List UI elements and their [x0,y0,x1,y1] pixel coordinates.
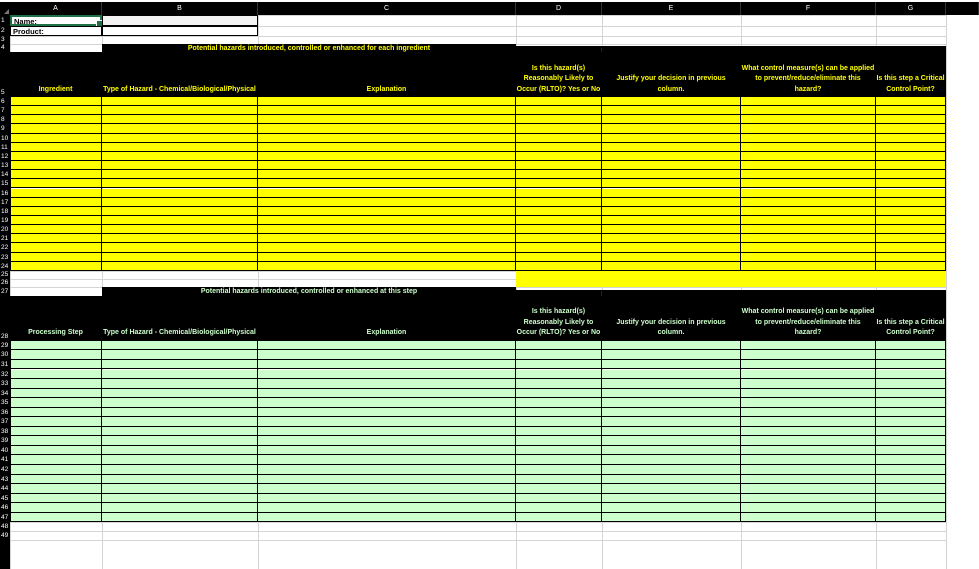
column-heading-6 [741,52,876,97]
row-header-24[interactable]: 24 [1,262,9,270]
product-label-cell[interactable]: Product: [10,26,102,36]
row-header-5[interactable]: 5 [1,89,5,96]
ingredient-row[interactable] [10,97,946,106]
column-heading-text: What control measure(s) can be applied to prevent/reduce/eliminate this hazard? [741,64,875,93]
column-heading-4 [516,48,602,97]
row-header-31[interactable]: 31 [1,360,9,368]
grid-row-line [10,540,946,541]
ingredient-row-extension[interactable] [516,271,946,279]
column-border [740,296,741,522]
row-header-bar [0,15,10,569]
column-heading-text: Justify your decision in previous column. [616,318,726,337]
ingredient-row[interactable] [10,225,946,234]
row-header-20[interactable]: 20 [1,226,9,234]
row-header-47[interactable]: 47 [1,513,9,521]
product-input-cell[interactable] [102,26,258,36]
column-border [515,52,516,271]
column-border [740,52,741,271]
step-row[interactable] [10,417,946,427]
column-border [601,52,602,271]
ingredient-row[interactable] [10,106,946,115]
row-header-34[interactable]: 34 [1,389,9,397]
ingredient-row[interactable] [10,216,946,225]
column-border [601,296,602,522]
column-heading-text: Type of Hazard - Chemical/Biological/Physical [103,329,256,337]
column-border [257,52,258,271]
step-row[interactable] [10,513,946,523]
grid-column-line [946,15,947,569]
row-header-4[interactable]: 4 [1,44,5,51]
row-header-41[interactable]: 41 [1,456,9,464]
column-border [875,296,876,522]
row-header-28[interactable]: 28 [1,332,9,340]
step-row[interactable] [10,408,946,418]
row-header-9[interactable]: 9 [1,125,5,133]
row-header-15[interactable]: 15 [1,180,9,188]
ingredient-row[interactable] [10,170,946,179]
column-heading-text: Is this hazard(s) Reasonably Likely to Occur (RLTO)? Yes or No [516,308,601,337]
column-heading-text: Explanation [366,329,407,337]
ingredient-row[interactable] [10,234,946,243]
row-header-19[interactable]: 19 [1,216,9,224]
column-header-d[interactable]: D [516,2,602,15]
column-heading-text: What control measure(s) can be applied to prevent/reduce/eliminate this hazard? [741,308,875,337]
column-heading-text: Type of Hazard - Chemical/Biological/Physical [103,85,256,93]
row-header-16[interactable]: 16 [1,189,9,197]
row-header-11[interactable]: 11 [1,143,8,151]
row-header-27[interactable]: 27 [1,287,9,295]
row-header-39[interactable]: 39 [1,437,9,445]
row-header-46[interactable]: 46 [1,504,9,512]
row-header-17[interactable]: 17 [1,198,9,206]
column-heading-text: Ingredient [38,85,73,93]
row-header-43[interactable]: 43 [1,475,9,483]
row-header-49[interactable]: 49 [1,532,9,540]
row-header-10[interactable]: 10 [1,134,9,142]
row-header-40[interactable]: 40 [1,446,9,454]
column-header-a[interactable]: A [10,2,102,15]
column-header-f[interactable]: F [741,2,876,15]
column-header-c[interactable]: C [258,2,516,15]
column-border [101,52,102,271]
column-header-e[interactable]: E [602,2,741,15]
row-header-26[interactable]: 26 [1,278,9,286]
step-row[interactable] [10,350,946,360]
column-header-b[interactable]: B [102,2,258,15]
step-row[interactable] [10,465,946,475]
row-header-7[interactable]: 7 [1,107,5,115]
ingredient-row[interactable] [10,161,946,170]
row-header-35[interactable]: 35 [1,399,9,407]
column-heading-5 [602,296,741,341]
step-row[interactable] [10,446,946,456]
section-title-steps: Potential hazards introduced, controlled or enhanced at this step [102,287,516,297]
step-row[interactable] [10,503,946,513]
column-heading-text: Processing Step [28,329,83,337]
ingredient-row[interactable] [10,152,946,161]
ingredient-row[interactable] [10,262,946,271]
column-border [10,296,11,522]
column-border [10,52,11,271]
step-row[interactable] [10,484,946,494]
column-heading-4 [516,291,602,341]
row-header-14[interactable]: 14 [1,171,9,179]
step-row[interactable] [10,494,946,504]
column-border [945,52,946,271]
ingredient-row[interactable] [10,207,946,216]
column-heading-text: Is this step a Critical Control Point? [876,318,945,337]
ingredient-row-extension[interactable] [516,279,946,287]
column-heading-1 [10,296,102,341]
ingredient-row[interactable] [10,179,946,188]
select-all-corner[interactable] [0,2,10,15]
step-row[interactable] [10,427,946,437]
row-header-37[interactable]: 37 [1,418,9,426]
ingredient-row[interactable] [10,243,946,252]
ingredient-row[interactable] [10,134,946,143]
row-header-2[interactable]: 2 [1,27,5,34]
row-header-12[interactable]: 12 [1,152,9,160]
row-header-45[interactable]: 45 [1,494,9,502]
row-header-44[interactable]: 44 [1,485,9,493]
row-header-48[interactable]: 48 [1,523,9,531]
column-heading-text: Is this step a Critical Control Point? [876,75,945,93]
ingredient-row[interactable] [10,115,946,124]
step-row[interactable] [10,341,946,351]
column-heading-3 [258,52,516,97]
ingredient-row[interactable] [10,143,946,152]
row-header-13[interactable]: 13 [1,162,9,170]
column-heading-text: Justify your decision in previous column. [616,75,726,93]
step-row[interactable] [10,379,946,389]
row-header-21[interactable]: 21 [1,235,9,243]
ingredient-row[interactable] [10,253,946,262]
column-heading-7 [876,296,946,341]
step-row[interactable] [10,436,946,446]
column-border [257,296,258,522]
name-input-cell[interactable] [102,15,258,26]
column-border [101,296,102,522]
column-heading-5 [602,52,741,97]
step-row[interactable] [10,475,946,485]
step-row[interactable] [10,398,946,408]
ingredient-row[interactable] [10,124,946,133]
step-row[interactable] [10,370,946,380]
row-header-3[interactable]: 3 [1,36,5,43]
column-border [515,296,516,522]
column-header-g[interactable]: G [876,2,946,15]
column-heading-7 [876,52,946,97]
row-header-30[interactable]: 30 [1,351,9,359]
column-border [875,52,876,271]
grid-row-line [10,36,946,37]
column-border [945,296,946,522]
row-header-42[interactable]: 42 [1,466,9,473]
row-header-8[interactable]: 8 [1,116,5,124]
row-header-23[interactable]: 23 [1,253,9,261]
row-header-22[interactable]: 22 [1,244,9,252]
step-row[interactable] [10,455,946,465]
ingredient-row[interactable] [10,189,946,198]
row-header-38[interactable]: 38 [1,427,9,435]
column-header-bar [10,2,979,15]
row-header-18[interactable]: 18 [1,207,9,215]
grid-row-line [10,522,946,523]
row-header-32[interactable]: 32 [1,370,9,378]
column-heading-6 [741,296,876,341]
section-title-ingredients: Potential hazards introduced, controlled or enhanced for each ingredient [102,44,516,53]
column-heading-2 [102,296,258,341]
column-header-extra [946,2,979,15]
row-header-6[interactable]: 6 [1,98,5,105]
row-header-25[interactable]: 25 [1,270,9,278]
row-header-29[interactable]: 29 [1,341,9,349]
row-header-36[interactable]: 36 [1,408,9,416]
row-header-33[interactable]: 33 [1,380,9,388]
column-heading-1 [10,52,102,97]
step-row[interactable] [10,360,946,370]
name-label-cell[interactable]: Name: [10,15,102,26]
column-heading-text: Is this hazard(s) Reasonably Likely to Occur (RLTO)? Yes or No [516,64,601,93]
column-heading-text: Explanation [366,85,407,93]
column-heading-2 [102,52,258,97]
grid-row-line [10,531,946,532]
row-header-1[interactable]: 1 [1,17,5,24]
ingredient-row[interactable] [10,198,946,207]
step-row[interactable] [10,389,946,399]
column-heading-3 [258,296,516,341]
